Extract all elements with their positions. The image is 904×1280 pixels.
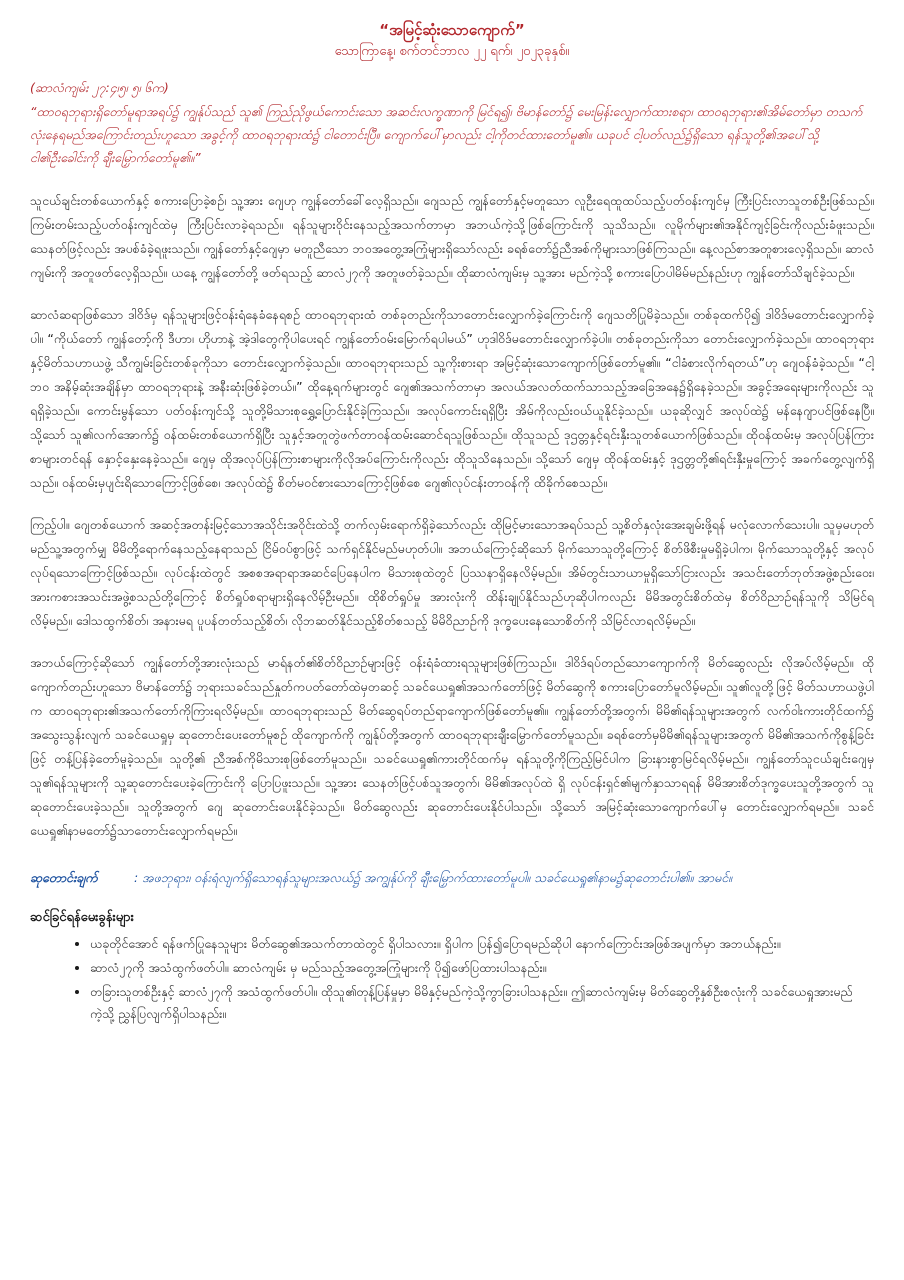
scripture-quote: “ထာဝရဘုရားရှိတော်မူရာအရပ်၌ ကျွန်ုပ်သည် သူ၏ ကြည်ညိုဖွယ်ကောင်းသော အဆင်းလက္ခဏာကို မြင်ရ၍၊ ဗိမာန်တော်၌ မေးမြန်းလျှောက်ထားစရာ၊ ထာဝရဘုရား၏အိမ်တော်မှာ တသက်လုံးနေရမည်အကြောင်းတည်းဟူသော အခွင့်ကို ထာဝရဘုရားထံ၌ ငါတောင်းပြီ။ ကျောက်ပေါ်မှာလည်း ငါ့ကိုတင်ထားတော်မူ၏။ ယခုပင် ငါ့ပတ်လည်၌ရှိသော ရန်သူတို့၏အပေါ်သို့ ငါ၏ဦးခေါင်းကို ချီးမြှောက်တော်မူ၏။” xyxy=(30,104,863,165)
body-paragraph-2: ဆာလံဆရာဖြစ်သော ဒါဝိဒ်မှ ရန်သူများဖြင့်ဝန်းရံနေခံနေရစဉ် ထာဝရဘုရားထံ တစ်ခုတည်းကိုသာတောင်းလျှောက်ခဲ့ကြောင်းကို ဂျေသတိပြုမိခဲ့သည်။ တစ်ခုထက်ပို၍ ဒါဝိဒ်မတောင်းလျှောက်ခဲ့ပါ။ “ကိုယ်တော် ကျွန်တော့်ကို ဒီဟာ၊ ဟိုဟာနဲ့ အဲ့ဒါတွေကိုပါပေးရင် ကျွန်တော်ဝမ်းမြောက်ရပါမယ်” ဟုဒါဝိဒ်မတောင်းလျှောက်ခဲ့ပါ။ တစ်ခုတည်းကိုသာ တောင်းလျှောက်ခဲ့သည်။ ထာဝရဘုရားနှင့်မိတ်သဟာယဖွဲ့ သီကျွမ်းခြင်းတစ်ခုကိုသာ တောင်းလျှောက်ခဲ့သည်။ ထာဝရဘုရားသည် သူ့ကိုးစားရာ အမြင့်ဆုံးသောကျောက်ဖြစ်တော်မူ၏။ “ငါခံစားလိုက်ရတယ်”ဟု ဂျေဝန်ခံခဲ့သည်။ “ငါ့ဘဝ အနိမ့်ဆုံးအချိန်မှာ ထာဝရဘုရားနဲ့ အနီးဆုံးဖြစ်ခဲ့တယ်။” ထိုနေ့ရက်များတွင် ဂျေ၏အသက်တာမှာ အလယ်အလတ်ထက်သာသည့်အခြေအနေ၌ရှိနေခဲ့သည်။ အခွင့်အရေးများကိုလည်း သူရရှိခဲ့သည်။ ကောင်းမွန်သော ပတ်ဝန်းကျင်သို့ သူတို့မိသားစုရွှေ့ပြောင်းနိုင်ခဲ့ကြသည်။ အလုပ်ကောင်းရရှိပြီး အိမ်ကိုလည်းဝယ်ယူနိုင်ခဲ့သည်။ ယခုဆိုလျှင် အလုပ်ထဲ၌ မန်နေဂျာပင်ဖြစ်နေပြီ။ သို့သော် သူ၏လက်အောက်၌ ဝန်ထမ်းတစ်ယောက်ရှိပြီး သူနှင့်အတူတွဲဖက်တာဝန်ထမ်းဆောင်ရသူဖြစ်သည်။ ထိုသူသည် ဒုဌတ္တနှင့်ရင်းနှီးသူတစ်ယောက်ဖြစ်သည်။ ထိုဝန်ထမ်းမှ အလုပ်ပြန်ကြားစာများတင်ရန် နှောင့်နှေးနေခဲ့သည်။ ဂျေမှ ထိုအလုပ်ပြန်ကြားစာများကိုလိုအပ်ကြောင်းကိုလည်း ထိုသူသိနေသည်။ သို့သော် ဂျေမှ ထိုဝန်ထမ်းနှင့် ဒုဌတ္တတို့၏ရင်းနှီးမှုကြောင့် အခက်တွေ့လျက်ရှိသည်။ ဝန်ထမ်းမှပျင်းရိသောကြောင့်ဖြစ်စေ၊ အလုပ်ထဲ၌ စိတ်မဝင်စားသောကြောင့်ဖြစ်စေ ဂျေ၏လုပ်ငန်းတာဝန်ကို ထိခိုက်စေသည်။ xyxy=(30,307,874,490)
scripture-reference: (ဆာလံကျမ်း ၂၇:၄၊၅၊ ၅၊ ၆က) xyxy=(30,80,169,95)
prayer-text: : အဖဘုရား၊ ဝန်းရံလျက်ရှိသောရန်သူများအလယ်၌ အကျွန်ုပ်ကို ချီးမြှောက်ထားတော်မူပါ။ သခင်ယေရှု၏နာမ၌ဆုတောင်းပါ၏။ အာမင်။ xyxy=(134,870,733,885)
date-line: သောကြာနေ့၊ စက်တင်ဘာလ ၂၂ ရက်၊ ၂၀၂၃ခုနှစ်။ xyxy=(334,44,570,59)
question-item: • တခြားသူတစ်ဦးနှင့် ဆာလံ၂၇ကို အသံထွက်ဖတ်ပါ။ ထိုသူ၏တုန့်ပြန်မှုမှာ မိမိနှင့်မည်ကဲ့သို့ကွာခြားပါသနည်း။ ဤဆာလံကျမ်းမှ မိတ်ဆွေတို့နှစ်ဦးစလုံးကို သခင်ယေရှုအားမည်ကဲ့သို့ ညွှန်ပြလျက်ရှိပါသနည်း။ xyxy=(90,981,874,1025)
question-item: • ယခုတိုင်အောင် ရန်ဖက်ပြုနေသူများ မိတ်ဆွေ၏အသက်တာထဲတွင် ရှိပါသလား။ ရှိပါက ပြန်၍ပြောရမည်ဆိုပါ နောက်ကြောင်းအဖြစ်အပျက်မှာ အဘယ်နည်း။ xyxy=(90,933,874,955)
questions-list xyxy=(30,933,874,1025)
body-paragraph-4: အဘယ်ကြောင့်ဆိုသော် ကျွန်တော်တို့အားလုံးသည် မာရ်နတ်၏စိတ်ဝိညာဉ်များဖြင့် ဝန်းရံခံထားရသူများဖြစ်ကြသည်။ ဒါဝိဒ်ရပ်တည်သောကျောက်ကို မိတ်ဆွေလည်း လိုအပ်လိမ့်မည်။ ထိုကျောက်တည်းဟူသော ဗိမာန်တော်၌ ဘုရားသခင်သည်နှုတ်ကပတ်တော်ထဲမှတဆင့် သခင်ယေရှု၏အသက်တော်ဖြင့် မိတ်ဆွေကို စကားပြောတော်မူလိမ့်မည်။ သူ၏လူတို့ဖြင့် မိတ်သဟာယဖွဲ့ပါက ထာဝရဘုရား၏အသက်တော်ကိုကြားရလိမ့်မည်။ ထာဝရဘုရားသည် မိတ်ဆွေရပ်တည်ရာကျောက်ဖြစ်တော်မူ၏။ ကျွန်တော်တို့အတွက်၊ မိမိ၏ရန်သူများအတွက် လက်ဝါးကားတိုင်ထက်၌ အသွေးသွန်းလျက် သခင်ယေရှုမှ ဆုတောင်းပေးတော်မူစဉ် ထိုကျောက်ကို ကျွန်ုပ်တို့အတွက် ထာဝရဘုရားချီးမြှောက်တော်မူသည်။ ခရစ်တော်မှမိမိ၏ရန်သူများအတွက် မိမိ၏အသက်ကိုစွန့်ခြင်းဖြင့် တန့်ပြန်ခဲ့တော်မူခဲ့သည်။ သူတို့၏ ညီအစ်ကိုမိသားစုဖြစ်တော်မူသည်။ သခင်ယေရှု၏ကားတိုင်ထက်မှ ရန်သူတို့ကိုကြည့်မြင်ပါက ခြားနားစွာမြင်ရလိမ့်မည်။ ကျွန်တော်သူငယ်ချင်းဂျေမှ သူ၏ရန်သူများကို သူ့ဆုတောင်းပေးခဲ့ကြောင်းကို ပြောပြဖူးသည်။ သူ့အား သေနတ်ဖြင့်ပစ်သူအတွက်၊ မိမိ၏အလုပ်ထဲ ရှိ လုပ်ငန်းရှင်၏မျက်နှာသာရရန် မိမိအားစိတ်ဒုက္ခပေးသူတို့အတွက် သူဆုတောင်းပေးခဲ့သည်။ သူတို့အတွက် ဂျေ ဆုတောင်းပေးနိုင်ခဲ့သည်။ မိတ်ဆွေလည်း ဆုတောင်းပေးနိုင်ပါသည်။ သို့သော် အမြင့်ဆုံးသောကျောက်ပေါ်မှ တောင်းလျှောက်ရမည်။ သခင်ယေရှု၏နာမတော်၌သာတောင်းလျှောက်ရမည်။ xyxy=(30,655,874,838)
body-paragraph-1: သူငယ်ချင်းတစ်ယောက်နှင့် စကားပြောခဲ့စဉ်၊ သူ့အား ဂျေဟု ကျွန်တော်ခေါ်လေ့ရှိသည်။ ဂျေသည် ကျွန်တော်နှင့်မတူသော လူဦးရေထူထပ်သည့်ပတ်ဝန်းကျင်မှ ကြီးပြင်းလာသူတစ်ဦးဖြစ်သည်။ ကြမ်းတမ်းသည့်ပတ်ဝန်းကျင်ထဲမှ ကြီးပြင်းလာခဲ့ရသည်။ ရန်သူများဝိုင်းနေသည့်အသက်တာမှာ အဘယ်ကဲ့သို့ဖြစ်ကြောင်းကို သူသိသည်။ လူမိုက်များ၏အနိုင်ကျင့်ခြင်းကိုလည်းခံဖူးသည်။ သေနတ်ဖြင့်လည်း အပစ်ခံခဲ့ရဖူးသည်။ ကျွန်တော်နှင့်ဂျေမှာ မတူညီသော ဘဝအတွေ့အကြုံများရှိသော်လည်း ခရစ်တော်၌ညီအစ်ကိုများသာဖြစ်ကြသည်။ နေ့လည်စာအတူစားလေ့ရှိသည်။ ဆာလံကျမ်းကို အတူဖတ်လေ့ရှိသည်။ ယနေ့ ကျွန်တော်တို့ ဖတ်ရသည့် ဆာလံ၂၇ကို အတူဖတ်ခဲ့သည်။ ထိုဆာလံကျမ်းမှ သူ့အား မည်ကဲ့သို့ စကားပြောပါမိမ်မည်နည်းဟု ကျွန်တော်သိချင်ခဲ့သည်။ xyxy=(30,193,874,280)
page-title: “အမြင့်ဆုံးသောကျောက်” xyxy=(379,21,525,39)
question-item: • ဆာလံ၂၇ကို အသံထွက်ဖတ်ပါ။ ဆာလံကျမ်း မှ မည်သည့်အတွေ့အကြုံများကို ပို၍ဖော်ပြထားပါသနည်း။ xyxy=(90,957,874,979)
reflection-questions xyxy=(30,907,874,1025)
prayer-section xyxy=(30,867,874,889)
questions-heading: ဆင်ခြင်ရန်မေးခွန်းများ xyxy=(30,910,134,925)
prayer-label: ဆုတောင်းချက် xyxy=(30,870,98,885)
body-paragraph-3: ကြည့်ပါ၊၊ ဂျေတစ်ယောက် အဆင့်အတန်းမြင့်သောအသိုင်းအဝိုင်းထဲသို့ တက်လှမ်းရောက်ရှိခဲ့သော်လည်း ထိုမြင့်မားသောအရပ်သည် သူ့စိတ်နှလုံးအေးချမ်းဖို့ရန် မလုံလောက်သေးပါ။ သူမှမဟုတ် မည်သူ့အတွက်မျှ မိမိတို့ရောက်နေသည့်နေရာသည် ငြိမ်ဝပ်စွာဖြင့် သက်ရှင်နိုင်မည်မဟုတ်ပါ။ အဘယ်ကြောင့်ဆိုသော် မိုက်သောသူတို့ကြောင့် စိတ်ဖိစီးမှုမရှိခဲ့ပါက၊ မိုက်သောသူတို့နှင့် အလုပ်လုပ်ရသောကြောင့်ဖြစ်သည်။ လုပ်ငန်းထဲတွင် အစစအရာရာအဆင်ပြေနေပါက မိသားစုထဲတွင် ပြဿနာရှိနေလိမ့်မည်။ အိမ်တွင်းသာယာမှုရှိသော်ငြားလည်း အသင်းတော်ဘုတ်အဖွဲ့စည်းဝေး၊ အားကစားအသင်းအဖွဲ့စသည်တို့ကြောင့် စိတ်ရှုပ်စရာများရှိနေလိမ့်ဦးမည်။ ထိုစိတ်ရှုပ်မှု အားလုံးကို ထိန်းချုပ်နိုင်သည်ဟုဆိုပါကလည်း မိမိအတွင်းစိတ်ထဲမှ စိတ်ဝိညာဉ်ရန်သူကို သိမြင်ရလိမ့်မည်။ ဒေါသထွက်စိတ်၊ အနားမရ ပူပန်တတ်သည့်စိတ်၊ လိုဘဆတ်နိုင်သည့်စိတ်စသည့် မိမိဝိညာဉ်ကို ဒုက္ခပေးနေသောစိတ်ကို သိမြင်လာရလိမ့်မည်။ xyxy=(30,517,874,628)
